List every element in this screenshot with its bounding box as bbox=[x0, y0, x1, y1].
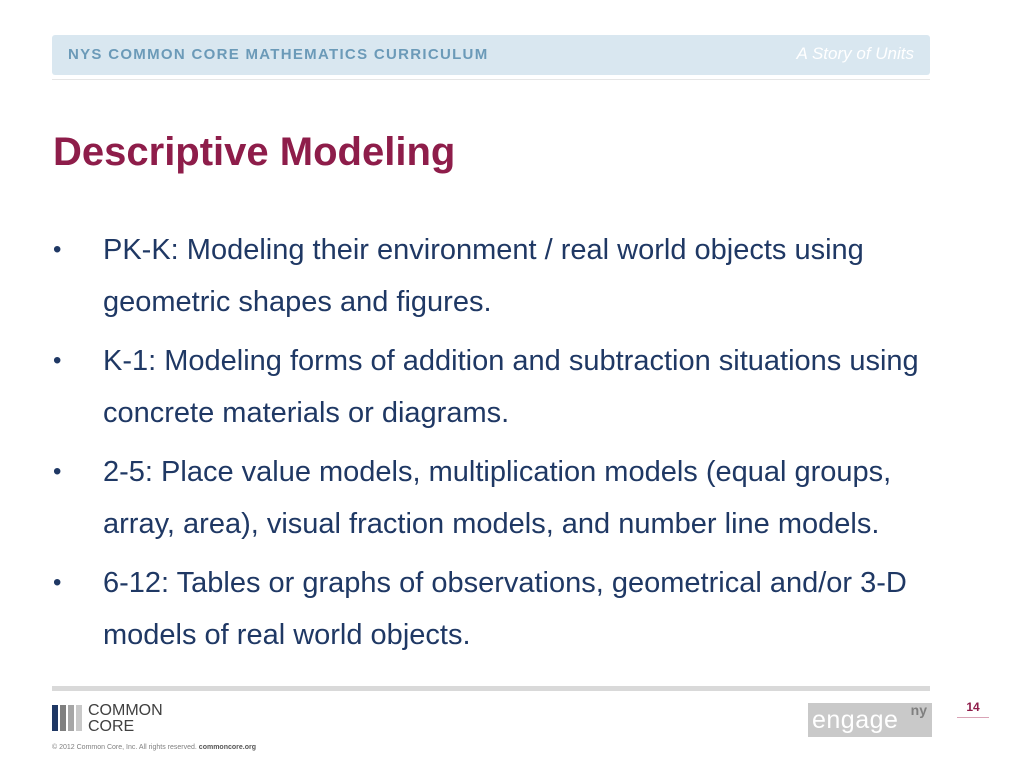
story-label: A Story of Units bbox=[796, 44, 914, 63]
copyright-link[interactable]: commoncore.org bbox=[198, 744, 256, 751]
logo-stripe bbox=[60, 705, 66, 731]
copyright-text bbox=[52, 744, 256, 751]
footer-divider bbox=[52, 686, 930, 691]
copyright-notice: © 2012 Common Core, Inc. All rights reserved. bbox=[52, 744, 197, 751]
logo-stripe bbox=[52, 705, 58, 731]
header-bar bbox=[52, 35, 930, 75]
common-core-logo bbox=[52, 703, 163, 735]
bullet-icon: • bbox=[53, 347, 62, 374]
bullet-icon: • bbox=[53, 236, 62, 263]
common-core-wordmark bbox=[88, 703, 163, 735]
engage-ny-logo bbox=[808, 703, 932, 737]
common-core-logo-icon bbox=[52, 705, 82, 731]
engage-wordmark: engage bbox=[812, 706, 899, 734]
page-number-underline bbox=[957, 717, 989, 718]
bullet-text: K-1: Modeling forms of addition and subtraction situations using concrete materials or diagrams. bbox=[103, 345, 919, 429]
header-divider bbox=[52, 79, 930, 80]
bullet-icon: • bbox=[53, 569, 62, 596]
bullet-icon: • bbox=[53, 458, 62, 485]
logo-line-1: COMMON bbox=[88, 702, 163, 719]
bullet-item bbox=[52, 446, 952, 550]
logo-line-2: CORE bbox=[88, 718, 135, 735]
bullet-item bbox=[52, 335, 952, 439]
page-number: 14 bbox=[966, 700, 980, 714]
bullet-text: PK-K: Modeling their environment / real world objects using geometric shapes and figures. bbox=[103, 234, 864, 318]
bullet-text: 6-12: Tables or graphs of observations, geometrical and/or 3-D models of real world objects. bbox=[103, 567, 907, 651]
engage-ny-superscript: ny bbox=[910, 702, 927, 718]
curriculum-label: NYS COMMON CORE MATHEMATICS CURRICULUM bbox=[68, 46, 489, 63]
slide-title: Descriptive Modeling bbox=[53, 130, 456, 174]
bullet-item bbox=[52, 557, 952, 661]
logo-stripe bbox=[68, 705, 74, 731]
bullet-list bbox=[52, 224, 952, 668]
bullet-text: 2-5: Place value models, multiplication models (equal groups, array, area), visual fraction models, and number line models. bbox=[103, 456, 892, 540]
logo-stripe bbox=[76, 705, 82, 731]
bullet-item bbox=[52, 224, 952, 328]
